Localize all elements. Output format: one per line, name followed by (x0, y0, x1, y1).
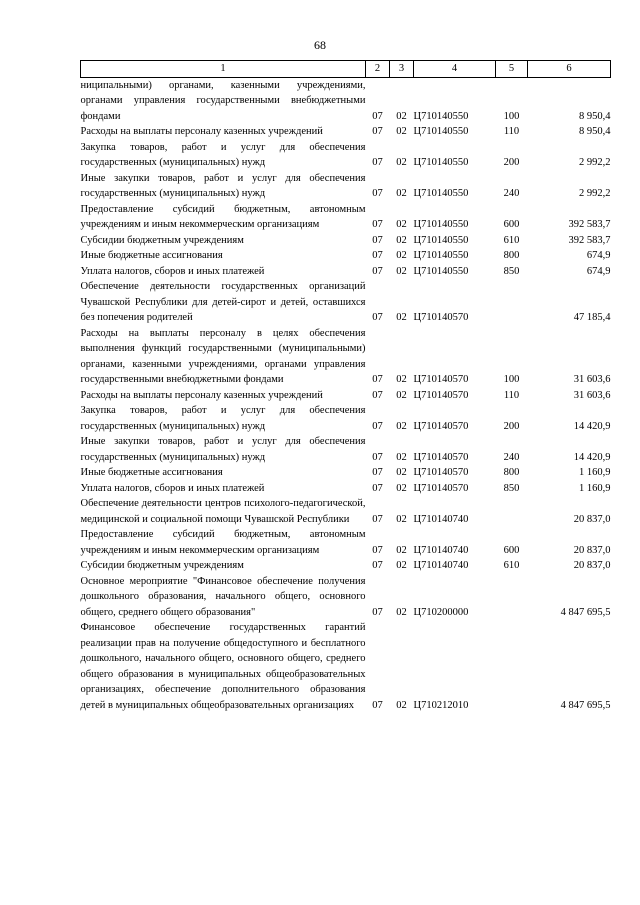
row-description: Уплата налогов, сборов и иных платежей (80, 265, 265, 277)
row-description: Закупка товаров, работ и услуг для обеспечения государственных (муниципальных) нужд (80, 141, 366, 168)
row-amount: 1 160,9 (579, 482, 611, 494)
row-description: Предоставление субсидий бюджетным, автономным учреждениям и иным некоммерческим организациям (80, 529, 366, 556)
row-section: 07 (372, 250, 383, 261)
row-expense-group: 200 (503, 420, 520, 432)
row-subsection: 02 (396, 467, 407, 478)
row-description: Уплата налогов, сборов и иных платежей (80, 482, 265, 494)
row-description: Расходы на выплаты персоналу в целях обеспечения выполнения функций государственными (муниципальными) органами, казенными учреждениями, органами управления государственными внебюджетными фондами (80, 327, 366, 385)
table-row (81, 140, 611, 171)
row-subsection: 02 (396, 544, 407, 556)
table-row (81, 620, 611, 713)
row-target-article: Ц710140550 (413, 157, 469, 168)
row-expense-group (496, 496, 528, 527)
row-expense-group (496, 620, 528, 713)
row-amount: 4 847 695,5 (560, 606, 611, 618)
table-row (81, 171, 611, 202)
row-amount: 14 420,9 (573, 420, 611, 432)
budget-table (80, 60, 611, 713)
row-expense-group: 100 (503, 110, 520, 122)
row-amount: 14 420,9 (573, 451, 611, 463)
header-col-1: 1 (81, 61, 366, 78)
row-section: 07 (372, 188, 383, 199)
row-target-article: Ц710140740 (413, 560, 469, 571)
table-row (81, 388, 611, 404)
table-row (81, 77, 611, 124)
header-col-5: 5 (496, 61, 528, 78)
row-amount: 20 837,0 (573, 544, 611, 556)
table-row (81, 326, 611, 388)
row-target-article: Ц710140550 (413, 126, 469, 137)
row-description: Расходы на выплаты персоналу казенных учреждений (80, 389, 323, 401)
row-amount: 2 992,2 (579, 188, 611, 199)
row-section: 07 (372, 482, 383, 494)
row-description: Субсидии бюджетным учреждениям (80, 234, 244, 246)
table-header-row (81, 61, 611, 78)
row-amount: 8 950,4 (579, 110, 611, 122)
row-subsection: 02 (396, 389, 407, 401)
row-amount: 31 603,6 (573, 374, 611, 385)
row-subsection: 02 (396, 110, 407, 122)
row-target-article: Ц710140570 (413, 482, 469, 494)
row-section: 07 (372, 265, 383, 277)
row-expense-group: 800 (503, 467, 520, 478)
row-subsection: 02 (396, 420, 407, 432)
row-description: Иные бюджетные ассигнования (80, 250, 223, 261)
table-row (81, 481, 611, 497)
row-amount: 4 847 695,5 (560, 699, 611, 711)
row-amount: 674,9 (586, 265, 611, 277)
row-amount: 674,9 (586, 250, 611, 261)
row-amount: 1 160,9 (579, 467, 611, 478)
row-section: 07 (372, 157, 383, 168)
row-expense-group: 850 (503, 265, 520, 277)
header-col-2: 2 (366, 61, 390, 78)
row-expense-group: 610 (503, 234, 520, 246)
row-section: 07 (372, 219, 383, 230)
row-expense-group: 800 (503, 250, 520, 261)
table-row (81, 124, 611, 140)
row-subsection: 02 (396, 606, 407, 618)
row-subsection: 02 (396, 560, 407, 571)
row-target-article: Ц710140740 (413, 544, 469, 556)
row-target-article: Ц710140570 (413, 451, 469, 463)
table-row (81, 527, 611, 558)
row-amount: 20 837,0 (573, 560, 611, 571)
row-description: Финансовое обеспечение государственных гарантий реализации прав на получение общедоступного и бесплатного дошкольного, начального общего, основного общего, среднего общего образования в муниципальных общеобразовательных организациях, обеспечение дополнительного образования детей в муниципальных общеобразовательных организациях (80, 622, 366, 711)
row-expense-group (496, 279, 528, 326)
row-description: Иные закупки товаров, работ и услуг для обеспечения государственных (муниципальных) нужд (80, 172, 366, 199)
row-amount: 2 992,2 (579, 157, 611, 168)
row-target-article: Ц710140570 (413, 312, 469, 323)
row-subsection: 02 (396, 265, 407, 277)
table-row (81, 233, 611, 249)
row-expense-group: 110 (503, 389, 520, 401)
row-target-article: Ц710200000 (413, 606, 469, 618)
table-row (81, 434, 611, 465)
row-section: 07 (372, 234, 383, 246)
row-section: 07 (372, 110, 383, 122)
row-section: 07 (372, 389, 383, 401)
table-row (81, 574, 611, 621)
row-expense-group: 240 (503, 188, 520, 199)
row-target-article: Ц710140550 (413, 188, 469, 199)
row-subsection: 02 (396, 219, 407, 230)
row-section: 07 (372, 312, 383, 323)
row-section: 07 (372, 699, 383, 711)
row-target-article: Ц710140570 (413, 420, 469, 432)
row-subsection: 02 (396, 513, 407, 525)
row-subsection: 02 (396, 482, 407, 494)
row-description: Обеспечение деятельности центров психолого-педагогической, медицинской и социальной помощи Чувашской Республики (80, 498, 366, 525)
row-subsection: 02 (396, 234, 407, 246)
row-section: 07 (372, 544, 383, 556)
row-expense-group: 240 (503, 451, 520, 463)
row-section: 07 (372, 451, 383, 463)
row-description: Расходы на выплаты персоналу казенных учреждений (80, 126, 323, 137)
table-row (81, 264, 611, 280)
row-description: Субсидии бюджетным учреждениям (80, 560, 244, 571)
row-description: ниципальными) органами, казенными учреждениями, органами управления государственными внебюджетными фондами (80, 79, 366, 122)
row-section: 07 (372, 374, 383, 385)
row-description: Основное мероприятие "Финансовое обеспечение получения дошкольного образования, начального общего, основного общего, среднего общего образования" (80, 575, 366, 618)
row-target-article: Ц710212010 (413, 699, 469, 711)
row-section: 07 (372, 126, 383, 137)
row-subsection: 02 (396, 451, 407, 463)
row-description: Предоставление субсидий бюджетным, автономным учреждениям и иным некоммерческим организациям (80, 203, 366, 230)
row-target-article: Ц710140550 (413, 265, 469, 277)
page-number: 68 (314, 38, 326, 52)
table-row (81, 558, 611, 574)
table-row (81, 403, 611, 434)
row-target-article: Ц710140570 (413, 467, 469, 478)
row-expense-group: 200 (503, 157, 520, 168)
row-expense-group (496, 574, 528, 621)
row-description: Закупка товаров, работ и услуг для обеспечения государственных (муниципальных) нужд (80, 405, 366, 432)
row-section: 07 (372, 560, 383, 571)
header-col-4: 4 (414, 61, 496, 78)
row-section: 07 (372, 420, 383, 432)
row-target-article: Ц710140550 (413, 219, 469, 230)
row-expense-group: 110 (503, 126, 520, 137)
row-amount: 20 837,0 (573, 513, 611, 525)
row-expense-group: 600 (503, 219, 520, 230)
row-subsection: 02 (396, 157, 407, 168)
row-section: 07 (372, 513, 383, 525)
row-subsection: 02 (396, 188, 407, 199)
table-row (81, 465, 611, 481)
row-subsection: 02 (396, 374, 407, 385)
table-row (81, 248, 611, 264)
table-row (81, 202, 611, 233)
row-amount: 8 950,4 (579, 126, 611, 137)
row-target-article: Ц710140570 (413, 389, 469, 401)
row-expense-group: 610 (503, 560, 520, 571)
row-subsection: 02 (396, 699, 407, 711)
row-target-article: Ц710140550 (413, 250, 469, 261)
row-subsection: 02 (396, 312, 407, 323)
row-expense-group: 100 (503, 374, 520, 385)
row-description: Иные закупки товаров, работ и услуг для обеспечения государственных (муниципальных) нужд (80, 436, 366, 463)
table-row (81, 279, 611, 326)
header-col-6: 6 (528, 61, 611, 78)
row-subsection: 02 (396, 250, 407, 261)
row-description: Иные бюджетные ассигнования (80, 467, 223, 478)
row-amount: 31 603,6 (573, 389, 611, 401)
header-col-3: 3 (390, 61, 414, 78)
row-amount: 392 583,7 (568, 219, 611, 230)
row-subsection: 02 (396, 126, 407, 137)
row-amount: 392 583,7 (568, 234, 611, 246)
table-row (81, 496, 611, 527)
row-expense-group: 600 (503, 544, 520, 556)
row-section: 07 (372, 606, 383, 618)
row-target-article: Ц710140570 (413, 374, 469, 385)
row-section: 07 (372, 467, 383, 478)
row-target-article: Ц710140550 (413, 234, 469, 246)
row-amount: 47 185,4 (573, 312, 611, 323)
row-target-article: Ц710140740 (413, 513, 469, 525)
row-target-article: Ц710140550 (413, 110, 469, 122)
row-description: Обеспечение деятельности государственных организаций Чувашской Республики для детей-сирот и детей, оставшихся без попечения родителей (80, 281, 366, 323)
row-expense-group: 850 (503, 482, 520, 494)
